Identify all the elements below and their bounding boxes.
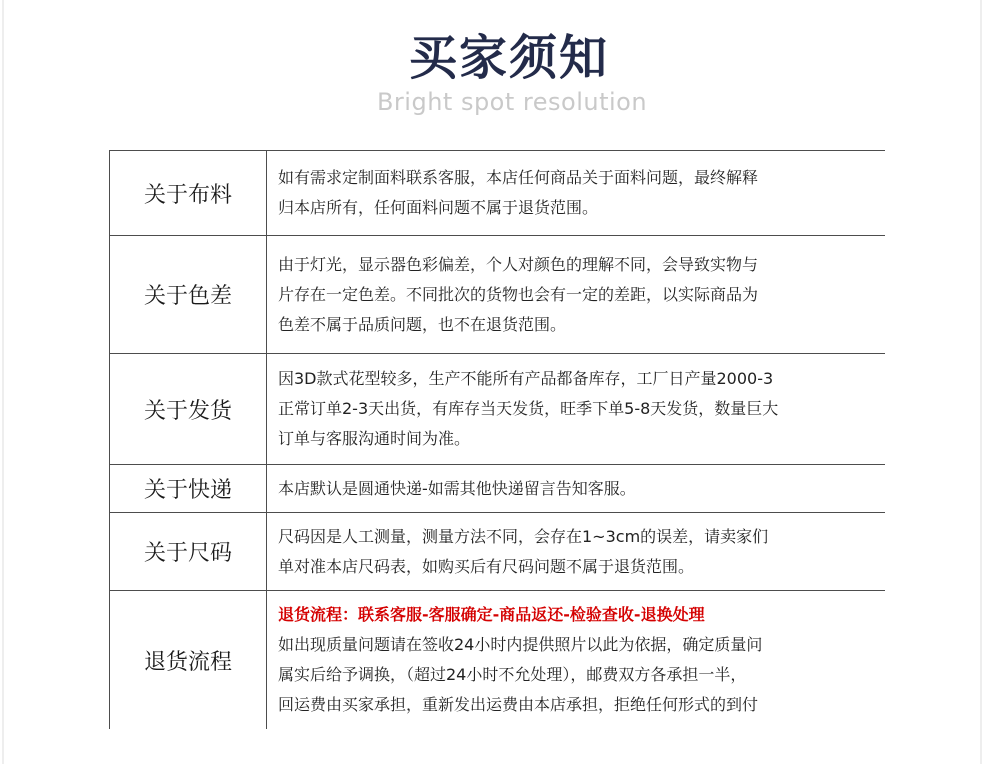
content-line: 尺码因是人工测量，测量方法不同，会存在1~3cm的误差，请卖家们 [278, 526, 769, 546]
content-line: 由于灯光，显示器色彩偏差，个人对颜色的理解不同，会导致实物与 [278, 254, 759, 274]
row-content [267, 236, 886, 354]
content-line: 因3D款式花型较多，生产不能所有产品都备库存，工厂日产量2000-3 [278, 369, 774, 388]
content-line: 单对准本店尺码表，如购买后有尺码问题不属于退货范围。 [278, 556, 695, 576]
content-line: 如出现质量问题请在签收24小时内提供照片以此为依据，确定质量问 [278, 635, 763, 654]
table-row-fabric [110, 151, 886, 236]
row-label: 关于尺码 [110, 513, 267, 591]
table-row-color-difference [110, 236, 886, 354]
table-row-return-process [110, 591, 886, 730]
row-label: 关于发货 [110, 354, 267, 465]
page-title: 买家须知 [408, 30, 609, 86]
content-line: 片存在一定色差。不同批次的货物也会有一定的差距，以实际商品为 [278, 284, 759, 304]
notice-table-container [109, 150, 885, 729]
row-label: 关于布料 [110, 151, 267, 236]
content-line: 正常订单2-3天出货，有库存当天发货，旺季下单5-8天发货，数量巨大 [278, 399, 779, 418]
content-line: 属实后给予调换，（超过24小时不允处理），邮费双方各承担一半， [278, 665, 747, 684]
row-label: 关于色差 [110, 236, 267, 354]
table-row-courier [110, 465, 886, 513]
row-label: 关于快递 [110, 465, 267, 513]
page-header [0, 28, 984, 116]
row-content [267, 513, 886, 591]
content-line: 回运费由买家承担，重新发出运费由本店承担，拒绝任何形式的到付 [278, 695, 759, 714]
return-process-highlight: 退货流程：联系客服-客服确定-商品返还-检验查收-退换处理 [278, 605, 705, 624]
content-line: 如有需求定制面料联系客服，本店任何商品关于面料问题，最终解释 [278, 168, 759, 187]
content-line: 本店默认是圆通快递-如需其他快递留言告知客服。 [278, 478, 636, 498]
row-label: 退货流程 [110, 591, 267, 730]
table-row-size [110, 513, 886, 591]
notice-table [109, 150, 885, 729]
content-line: 色差不属于品质问题，也不在退货范围。 [278, 314, 567, 334]
content-line: 归本店所有，任何面料问题不属于退货范围。 [278, 198, 599, 217]
page-subtitle: Bright spot resolution [376, 88, 648, 116]
table-row-shipping [110, 354, 886, 465]
row-content [267, 591, 886, 730]
content-line: 订单与客服沟通时间为准。 [278, 429, 471, 448]
row-content [267, 151, 886, 236]
row-content [267, 354, 886, 465]
row-content [267, 465, 886, 513]
